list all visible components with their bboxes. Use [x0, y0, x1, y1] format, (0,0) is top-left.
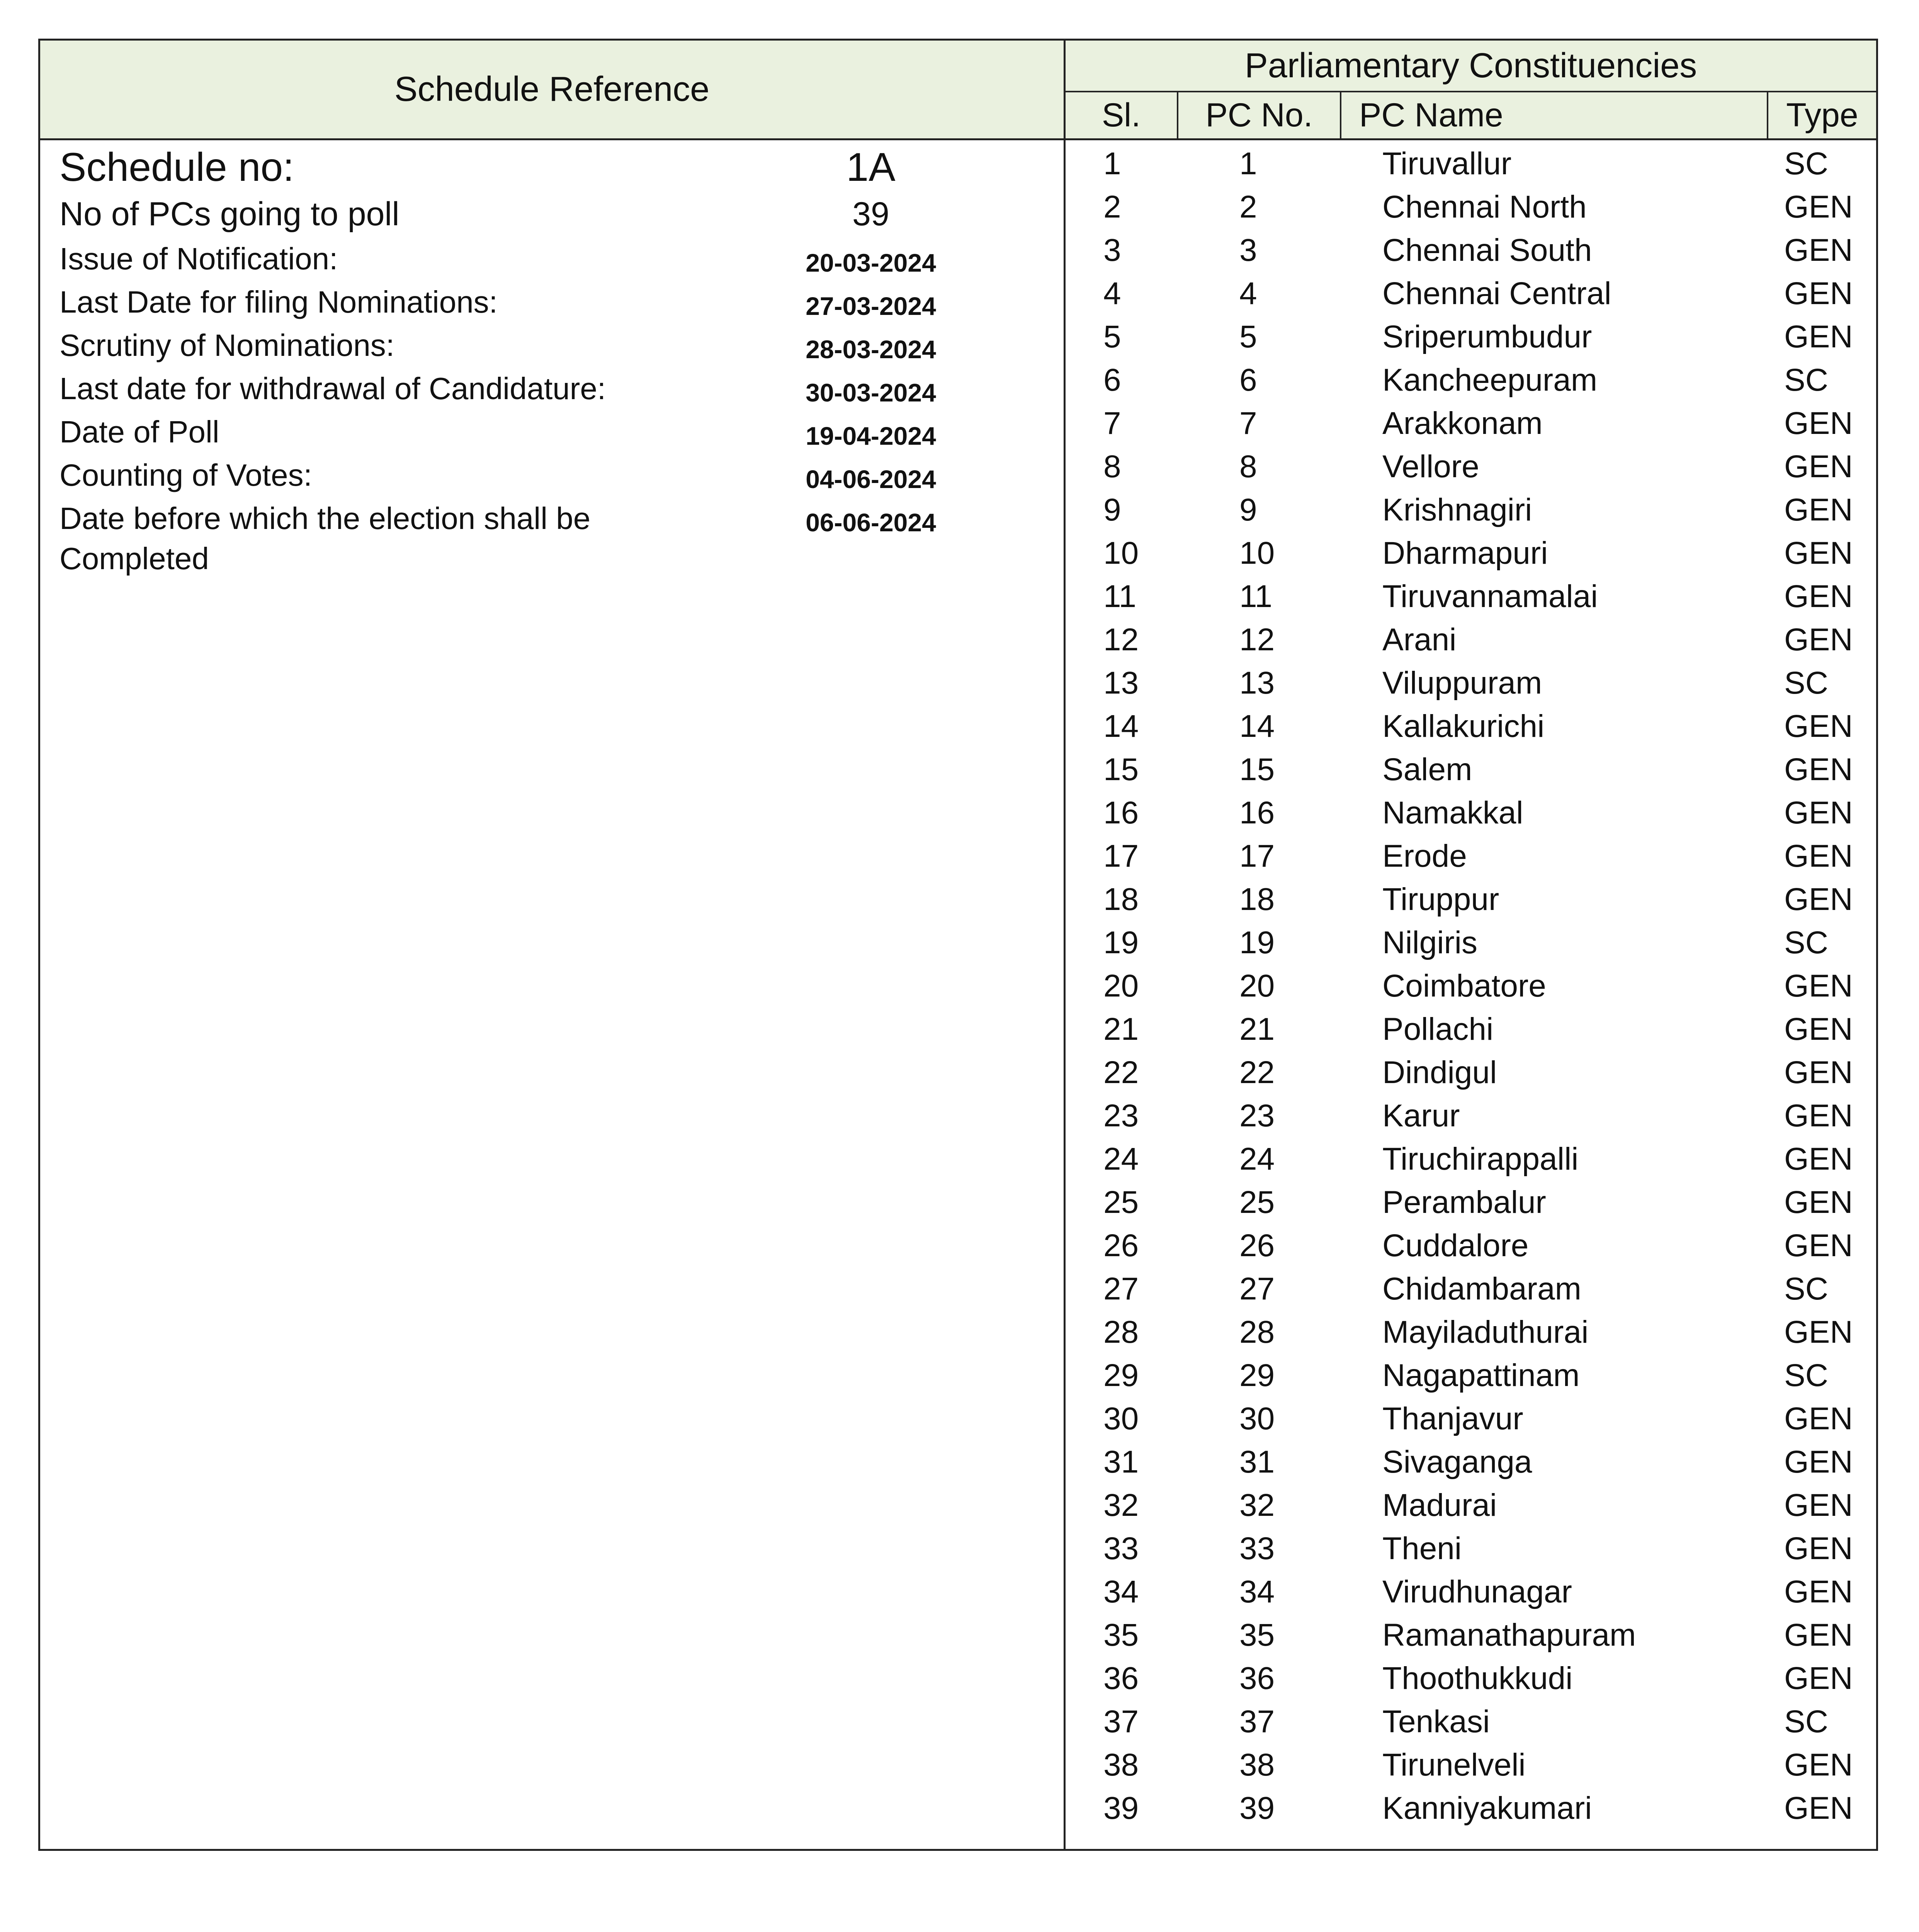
constituency-pc-no: 32	[1239, 1488, 1275, 1523]
schedule-item-label: Date of Poll	[59, 415, 219, 449]
column-header-pc-name	[1359, 92, 1765, 138]
column-header-pc-no-label: PC No.	[1205, 97, 1313, 134]
constituency-pc-no: 35	[1239, 1617, 1275, 1653]
constituency-pc-no: 5	[1239, 319, 1257, 354]
constituency-type: GEN	[1784, 1012, 1853, 1047]
constituency-type: GEN	[1784, 319, 1853, 354]
constituency-pc-no: 8	[1239, 449, 1257, 484]
constituency-type: GEN	[1784, 579, 1853, 614]
constituency-pc-name: Dindigul	[1382, 1055, 1497, 1090]
constituency-type: GEN	[1784, 1531, 1853, 1566]
constituency-row	[1066, 1440, 1876, 1484]
constituency-sl: 36	[1103, 1661, 1139, 1696]
constituency-row	[1066, 1138, 1876, 1181]
schedule-item-label: Scrutiny of Nominations:	[59, 328, 395, 362]
constituency-pc-no: 2	[1239, 189, 1257, 224]
constituency-row	[1066, 921, 1876, 964]
constituency-pc-no: 21	[1239, 1012, 1275, 1047]
constituency-type: GEN	[1784, 1444, 1853, 1480]
parliamentary-constituencies-title: Parliamentary Constituencies	[1244, 46, 1697, 85]
constituency-type: GEN	[1784, 1141, 1853, 1177]
constituency-pc-name: Tiruchirappalli	[1382, 1141, 1579, 1177]
constituency-pc-name: Tenkasi	[1382, 1704, 1490, 1739]
constituency-sl: 31	[1103, 1444, 1139, 1480]
constituency-row	[1066, 1181, 1876, 1224]
constituency-sl: 9	[1103, 492, 1121, 527]
constituency-sl: 33	[1103, 1531, 1139, 1566]
constituency-sl: 15	[1103, 752, 1139, 787]
constituency-row	[1066, 229, 1876, 272]
schedule-item-label: Last date for withdrawal of Candidature:	[59, 371, 606, 406]
constituency-sl: 39	[1103, 1791, 1139, 1826]
schedule-item	[40, 412, 1064, 455]
constituency-pc-name: Vellore	[1382, 449, 1479, 484]
constituency-type: GEN	[1784, 449, 1853, 484]
constituency-row	[1066, 791, 1876, 835]
constituency-sl: 6	[1103, 362, 1121, 398]
constituency-type: GEN	[1784, 838, 1853, 874]
constituency-row	[1066, 1267, 1876, 1311]
constituency-pc-no: 33	[1239, 1531, 1275, 1566]
schedule-reference-title: Schedule Reference	[394, 70, 710, 109]
constituency-row	[1066, 445, 1876, 488]
constituency-row	[1066, 748, 1876, 791]
constituency-sl: 18	[1103, 882, 1139, 917]
constituency-pc-no: 15	[1239, 752, 1275, 787]
constituency-type: GEN	[1784, 276, 1853, 311]
constituency-type: GEN	[1784, 406, 1853, 441]
constituency-pc-name: Mayiladuthurai	[1382, 1315, 1589, 1350]
schedule-item-date: 30-03-2024	[806, 378, 936, 407]
schedule-no-label: Schedule no:	[59, 145, 294, 190]
schedule-item-date: 28-03-2024	[806, 335, 936, 364]
constituency-pc-name: Namakkal	[1382, 795, 1523, 830]
constituency-pc-no: 27	[1239, 1271, 1275, 1306]
constituency-pc-name: Chennai North	[1382, 189, 1587, 224]
constituency-pc-no: 16	[1239, 795, 1275, 830]
constituency-pc-no: 13	[1239, 665, 1275, 701]
constituency-pc-no: 22	[1239, 1055, 1275, 1090]
constituency-row	[1066, 1094, 1876, 1138]
constituency-row	[1066, 1354, 1876, 1397]
constituency-pc-no: 37	[1239, 1704, 1275, 1739]
constituency-type: SC	[1784, 665, 1828, 701]
schedule-table	[38, 39, 1878, 1851]
constituency-row	[1066, 315, 1876, 359]
constituency-pc-no: 23	[1239, 1098, 1275, 1133]
constituency-row	[1066, 1224, 1876, 1267]
constituency-pc-no: 28	[1239, 1315, 1275, 1350]
constituency-pc-no: 14	[1239, 709, 1275, 744]
constituency-row	[1066, 359, 1876, 402]
constituency-pc-name: Madurai	[1382, 1488, 1497, 1523]
constituency-type: GEN	[1784, 1401, 1853, 1436]
constituency-row	[1066, 402, 1876, 445]
constituency-pc-no: 19	[1239, 925, 1275, 960]
constituency-sl: 11	[1103, 579, 1137, 614]
constituency-pc-name: Kancheepuram	[1382, 362, 1598, 398]
constituency-type: GEN	[1784, 795, 1853, 830]
constituency-type: GEN	[1784, 968, 1853, 1003]
constituency-type: GEN	[1784, 1488, 1853, 1523]
column-header-row	[1066, 92, 1876, 140]
constituency-pc-no: 39	[1239, 1791, 1275, 1826]
constituency-type: GEN	[1784, 1791, 1853, 1826]
constituency-sl: 32	[1103, 1488, 1139, 1523]
constituency-type: GEN	[1784, 1617, 1853, 1653]
column-header-pc-no	[1178, 92, 1340, 138]
constituency-pc-no: 26	[1239, 1228, 1275, 1263]
constituency-pc-name: Chennai Central	[1382, 276, 1611, 311]
schedule-item-date: 27-03-2024	[806, 292, 936, 320]
constituency-sl: 10	[1103, 536, 1139, 571]
constituency-type: SC	[1784, 362, 1828, 398]
constituency-pc-name: Tiruvallur	[1382, 146, 1512, 181]
constituency-row	[1066, 488, 1876, 532]
constituency-type: GEN	[1784, 1574, 1853, 1609]
constituency-type: GEN	[1784, 1185, 1853, 1220]
schedule-item-label: Last Date for filing Nominations:	[59, 285, 498, 319]
constituency-row	[1066, 662, 1876, 705]
constituency-sl: 4	[1103, 276, 1121, 311]
constituency-sl: 2	[1103, 189, 1121, 224]
constituency-row	[1066, 1570, 1876, 1614]
constituency-sl: 14	[1103, 709, 1139, 744]
constituency-pc-name: Coimbatore	[1382, 968, 1546, 1003]
constituency-sl: 37	[1103, 1704, 1139, 1739]
constituency-row	[1066, 1614, 1876, 1657]
constituency-pc-no: 1	[1239, 146, 1257, 181]
constituency-type: GEN	[1784, 1098, 1853, 1133]
constituency-row	[1066, 1700, 1876, 1743]
schedule-item-date: 06-06-2024	[806, 508, 936, 537]
constituency-row	[1066, 1397, 1876, 1440]
constituency-pc-name: Karur	[1382, 1098, 1460, 1133]
constituency-pc-name: Theni	[1382, 1531, 1462, 1566]
constituency-sl: 21	[1103, 1012, 1139, 1047]
constituency-pc-name: Kanniyakumari	[1382, 1791, 1592, 1826]
constituency-row	[1066, 618, 1876, 662]
constituency-pc-name: Krishnagiri	[1382, 492, 1532, 527]
constituency-pc-name: Ramanathapuram	[1382, 1617, 1636, 1653]
constituency-pc-name: Virudhunagar	[1382, 1574, 1572, 1609]
constituency-row	[1066, 1787, 1876, 1830]
schedule-item	[40, 369, 1064, 412]
constituency-pc-no: 4	[1239, 276, 1257, 311]
constituency-row	[1066, 964, 1876, 1008]
constituency-type: GEN	[1784, 1315, 1853, 1350]
constituency-sl: 26	[1103, 1228, 1139, 1263]
constituency-row	[1066, 1527, 1876, 1570]
constituency-row	[1066, 575, 1876, 618]
constituency-type: SC	[1784, 1271, 1828, 1306]
constituency-pc-name: Salem	[1382, 752, 1472, 787]
constituency-type: GEN	[1784, 1661, 1853, 1696]
constituency-pc-name: Kallakurichi	[1382, 709, 1545, 744]
constituency-row	[1066, 1311, 1876, 1354]
constituency-type: GEN	[1784, 233, 1853, 268]
constituency-row	[1066, 1743, 1876, 1787]
column-header-sl-label: Sl.	[1101, 97, 1141, 134]
constituency-type: GEN	[1784, 1747, 1853, 1782]
constituency-pc-no: 20	[1239, 968, 1275, 1003]
constituency-sl: 30	[1103, 1401, 1139, 1436]
constituency-row	[1066, 142, 1876, 185]
schedule-item-label: Counting of Votes:	[59, 458, 312, 492]
constituency-pc-no: 17	[1239, 838, 1275, 874]
constituency-row	[1066, 835, 1876, 878]
constituency-row	[1066, 1051, 1876, 1094]
column-header-type	[1768, 92, 1876, 138]
constituency-pc-no: 18	[1239, 882, 1275, 917]
schedule-item	[40, 325, 1064, 369]
constituency-type: GEN	[1784, 752, 1853, 787]
schedule-item	[40, 498, 1064, 583]
constituency-type: SC	[1784, 1704, 1828, 1739]
pcs-count-label: No of PCs going to poll	[59, 196, 399, 233]
constituency-row	[1066, 1008, 1876, 1051]
constituency-pc-name: Sriperumbudur	[1382, 319, 1592, 354]
constituency-sl: 29	[1103, 1358, 1139, 1393]
constituency-row	[1066, 1657, 1876, 1700]
constituency-pc-no: 38	[1239, 1747, 1275, 1782]
constituency-pc-no: 12	[1239, 622, 1275, 657]
constituency-pc-name: Perambalur	[1382, 1185, 1546, 1220]
constituency-sl: 20	[1103, 968, 1139, 1003]
constituency-pc-name: Tiruvannamalai	[1382, 579, 1598, 614]
constituency-pc-name: Erode	[1382, 838, 1467, 874]
constituency-pc-no: 11	[1239, 579, 1273, 614]
schedule-item	[40, 455, 1064, 498]
constituency-pc-name: Thoothukkudi	[1382, 1661, 1573, 1696]
schedule-item-label: Issue of Notification:	[59, 242, 338, 276]
column-header-type-label: Type	[1786, 97, 1858, 134]
constituency-pc-name: Arani	[1382, 622, 1457, 657]
constituency-row	[1066, 1484, 1876, 1527]
constituency-pc-name: Viluppuram	[1382, 665, 1542, 701]
column-header-sl	[1066, 92, 1177, 138]
schedule-item-date: 04-06-2024	[806, 465, 936, 493]
pcs-count-value: 39	[852, 196, 889, 233]
constituency-pc-name: Chidambaram	[1382, 1271, 1581, 1306]
constituency-row	[1066, 705, 1876, 748]
constituency-pc-name: Pollachi	[1382, 1012, 1494, 1047]
constituency-type: GEN	[1784, 536, 1853, 571]
constituency-pc-no: 6	[1239, 362, 1257, 398]
constituency-sl: 7	[1103, 406, 1121, 441]
constituency-type: GEN	[1784, 1228, 1853, 1263]
schedule-item	[40, 282, 1064, 325]
schedule-item-date: 20-03-2024	[806, 248, 936, 277]
schedule-no-value: 1A	[846, 145, 896, 190]
constituency-pc-name: Tiruppur	[1382, 882, 1499, 917]
constituency-pc-name: Nilgiris	[1382, 925, 1477, 960]
constituency-sl: 8	[1103, 449, 1121, 484]
constituency-row	[1066, 878, 1876, 921]
schedule-no-row	[40, 144, 1064, 190]
constituency-pc-no: 9	[1239, 492, 1257, 527]
constituency-type: GEN	[1784, 622, 1853, 657]
constituency-sl: 3	[1103, 233, 1121, 268]
constituency-pc-name: Nagapattinam	[1382, 1358, 1580, 1393]
constituency-pc-no: 10	[1239, 536, 1275, 571]
constituency-sl: 1	[1103, 146, 1121, 181]
constituency-sl: 34	[1103, 1574, 1139, 1609]
schedule-reference-header	[40, 41, 1064, 140]
constituency-sl: 38	[1103, 1747, 1139, 1782]
constituency-type: GEN	[1784, 1055, 1853, 1090]
constituency-type: GEN	[1784, 709, 1853, 744]
constituency-row	[1066, 272, 1876, 315]
constituency-pc-no: 7	[1239, 406, 1257, 441]
column-separator	[1340, 92, 1341, 138]
schedule-item-date: 19-04-2024	[806, 422, 936, 450]
constituency-pc-name: Sivaganga	[1382, 1444, 1532, 1480]
constituency-pc-name: Tirunelveli	[1382, 1747, 1526, 1782]
constituency-sl: 23	[1103, 1098, 1139, 1133]
constituency-sl: 16	[1103, 795, 1139, 830]
constituency-row	[1066, 532, 1876, 575]
constituency-sl: 12	[1103, 622, 1139, 657]
constituency-pc-no: 29	[1239, 1358, 1275, 1393]
constituency-pc-name: Cuddalore	[1382, 1228, 1529, 1263]
constituency-type: GEN	[1784, 492, 1853, 527]
constituency-sl: 19	[1103, 925, 1139, 960]
constituency-sl: 17	[1103, 838, 1139, 874]
constituency-pc-no: 3	[1239, 233, 1257, 268]
pcs-count-row	[40, 192, 1064, 236]
constituency-type: SC	[1784, 146, 1828, 181]
constituency-pc-no: 34	[1239, 1574, 1275, 1609]
constituency-sl: 25	[1103, 1185, 1139, 1220]
constituency-pc-name: Dharmapuri	[1382, 536, 1548, 571]
constituency-sl: 5	[1103, 319, 1121, 354]
constituency-sl: 27	[1103, 1271, 1139, 1306]
constituency-type: SC	[1784, 925, 1828, 960]
constituency-pc-no: 24	[1239, 1141, 1275, 1177]
constituency-type: SC	[1784, 1358, 1828, 1393]
constituency-type: GEN	[1784, 882, 1853, 917]
parliamentary-constituencies-header	[1066, 41, 1876, 92]
constituency-sl: 13	[1103, 665, 1139, 701]
constituency-pc-name: Chennai South	[1382, 233, 1592, 268]
constituency-sl: 24	[1103, 1141, 1139, 1177]
constituency-pc-name: Arakkonam	[1382, 406, 1543, 441]
constituency-sl: 35	[1103, 1617, 1139, 1653]
constituency-pc-no: 31	[1239, 1444, 1275, 1480]
constituency-pc-no: 30	[1239, 1401, 1275, 1436]
constituency-pc-no: 36	[1239, 1661, 1275, 1696]
schedule-item-label: Date before which the election shall be Completed	[59, 501, 591, 576]
column-header-pc-name-label: PC Name	[1359, 97, 1503, 134]
constituency-sl: 22	[1103, 1055, 1139, 1090]
schedule-item	[40, 239, 1064, 282]
constituency-type: GEN	[1784, 189, 1853, 224]
constituency-sl: 28	[1103, 1315, 1139, 1350]
constituency-row	[1066, 185, 1876, 229]
constituency-pc-no: 25	[1239, 1185, 1275, 1220]
constituency-pc-name: Thanjavur	[1382, 1401, 1523, 1436]
